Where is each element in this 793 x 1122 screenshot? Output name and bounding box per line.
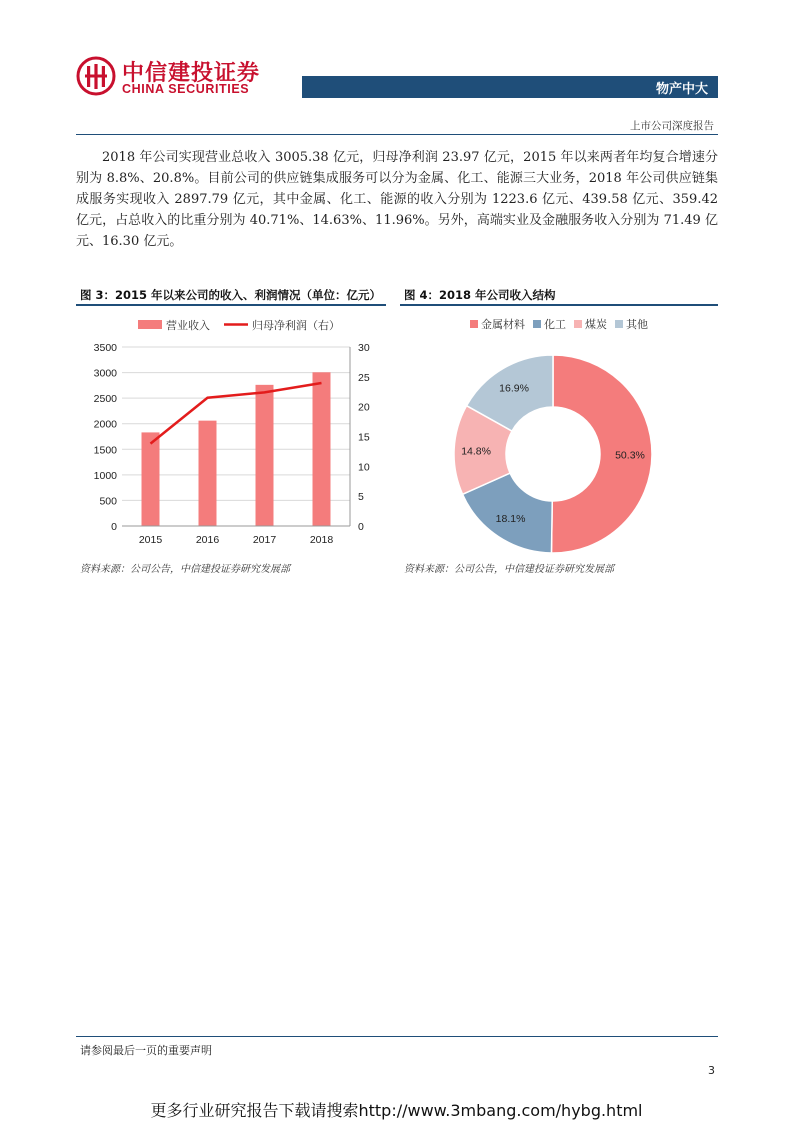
disclaimer-note: 请参阅最后一页的重要声明 (80, 1044, 212, 1057)
y-right-tick-label: 10 (358, 461, 370, 474)
figure4-top-rule (400, 304, 718, 306)
y-right-tick-label: 15 (358, 431, 370, 444)
section-banner (302, 76, 718, 98)
y-right-tick-label: 0 (358, 521, 364, 533)
legend-label-profit: 归母净利润（右） (252, 319, 340, 332)
x-tick-label: 2018 (309, 534, 334, 546)
y-left-tick-label: 3000 (93, 367, 117, 380)
section-title: 物产中大 (655, 81, 708, 97)
footer-divider (76, 1036, 718, 1037)
figure3-source: 资料来源：公司公告，中信建投证券研究发展部 (80, 564, 290, 575)
bar-revenue-2018 (313, 372, 331, 526)
slice-value-label: 14.8% (461, 445, 491, 458)
legend-swatch-3 (615, 320, 623, 328)
figure3-top-rule (76, 304, 386, 306)
y-right-tick-label: 5 (358, 491, 364, 504)
bar-revenue-2016 (199, 421, 217, 526)
download-watermark: 更多行业研究报告下载请搜索http://www.3mbang.com/hybg.html (150, 1101, 643, 1120)
figure4-source: 资料来源：公司公告，中信建投证券研究发展部 (404, 564, 614, 575)
y-left-tick-label: 2000 (93, 418, 117, 431)
line-net-profit (151, 383, 322, 444)
legend-label-0: 金属材料 (481, 318, 525, 331)
legend-swatch-0 (470, 320, 478, 328)
y-left-tick-label: 3500 (93, 342, 117, 354)
y-left-tick-label: 0 (111, 521, 117, 533)
header-divider (76, 134, 718, 135)
legend-label-2: 煤炭 (585, 318, 607, 331)
x-tick-label: 2016 (195, 534, 220, 546)
slice-value-label: 18.1% (495, 513, 526, 526)
legend-swatch-2 (574, 320, 582, 328)
slice-value-label: 16.9% (499, 382, 529, 395)
y-left-tick-label: 1500 (93, 444, 117, 457)
legend-swatch-1 (533, 320, 541, 328)
y-left-tick-label: 500 (99, 495, 117, 508)
body-paragraph: 2018 年公司实现营业总收入 3005.38 亿元，归母净利润 23.97 亿元，2015 年以来两者年均复合增速分别为 8.8%、20.8%。目前公司的供应链集成服务可以分为金属、化工、能源三大业务，2018 年公司供应链集成服务实现收入 2897.79 亿元，其中金属、化工、能源的收入分别为 1223.6 亿元、439.58 亿元、359.42 亿元，占总收入的比重分别为 40.71%、14.63%、11.96%。另外，高端实业及金融服务收入分别为 71.49 亿元、16.30 亿元。 (76, 150, 718, 249)
y-left-tick-label: 1000 (93, 469, 117, 482)
page-number: 3 (708, 1064, 715, 1077)
bar-revenue-2017 (256, 385, 274, 526)
y-right-tick-label: 20 (358, 401, 370, 414)
legend-label-3: 其他 (626, 318, 648, 331)
figure3-chart (76, 308, 386, 556)
logo (76, 56, 116, 96)
figure3-title: 图 3：2015 年以来公司的收入、利润情况（单位：亿元） (80, 288, 382, 302)
bar-revenue-2015 (142, 432, 160, 526)
logo-title-en: CHINA SECURITIES (122, 82, 250, 96)
y-left-tick-label: 2500 (93, 393, 117, 406)
logo-title-cn: 中信建投证券 (122, 61, 261, 86)
legend-label-revenue: 营业收入 (166, 319, 210, 332)
y-right-tick-label: 25 (358, 371, 370, 384)
report-type: 上市公司深度报告 (630, 120, 714, 132)
figure4-chart (400, 308, 718, 556)
y-right-tick-label: 30 (358, 342, 370, 354)
x-tick-label: 2017 (252, 534, 277, 546)
x-tick-label: 2015 (138, 534, 163, 546)
legend-label-1: 化工 (544, 318, 566, 331)
legend-swatch-revenue (138, 320, 162, 329)
slice-value-label: 50.3% (615, 449, 645, 462)
citic-logo-icon (76, 56, 116, 96)
figure4-title: 图 4：2018 年公司收入结构 (404, 288, 556, 302)
legend (138, 318, 340, 332)
